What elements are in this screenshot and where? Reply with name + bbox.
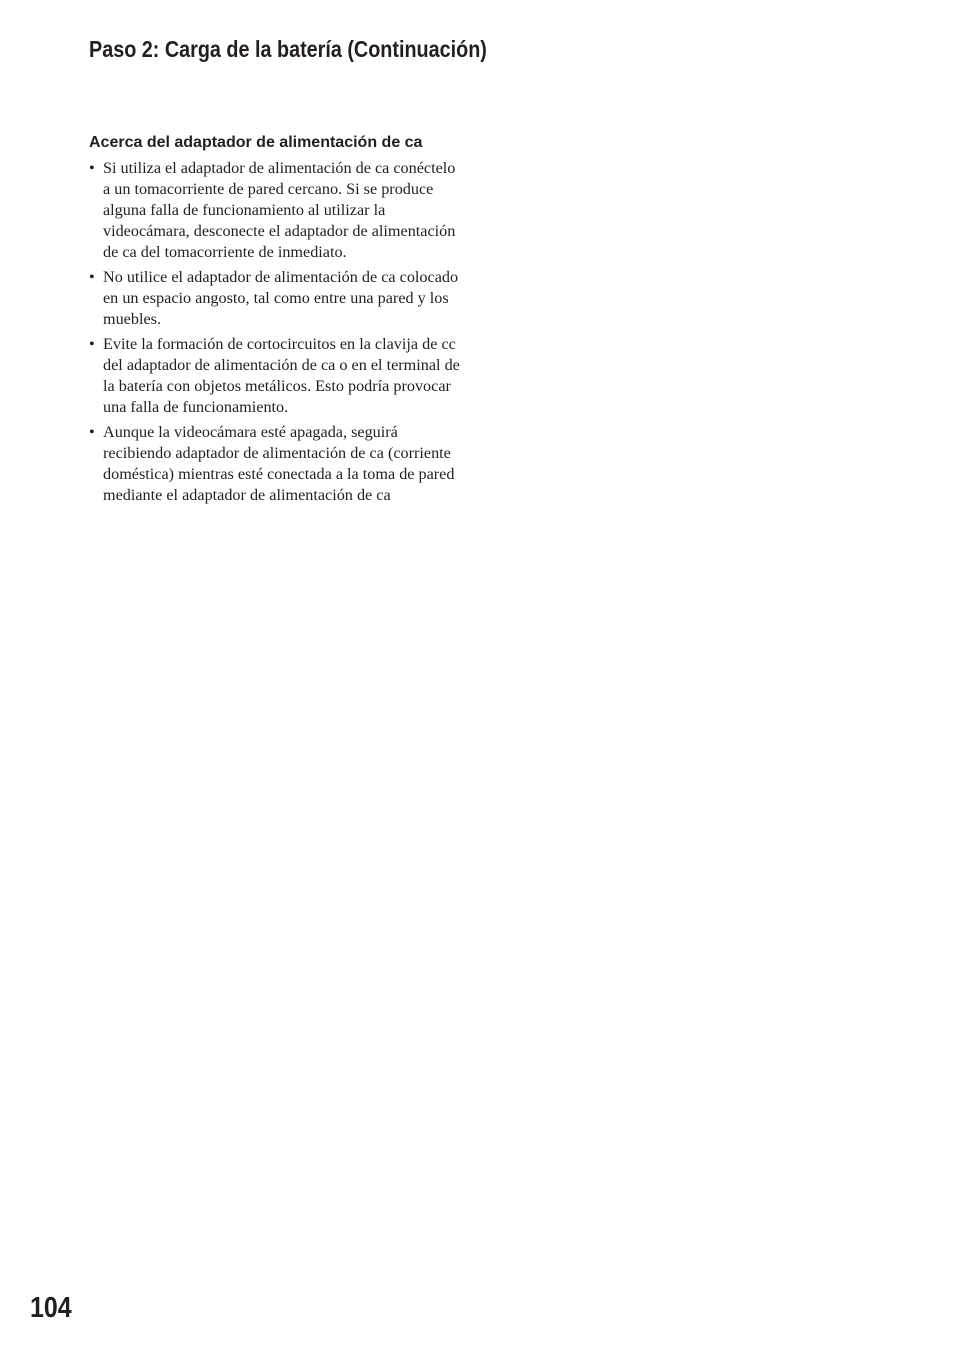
list-item	[89, 267, 463, 330]
bullet-icon: •	[89, 335, 95, 353]
list-item-text: Evite la formación de cortocircuitos en la clavija de cc del adaptador de alimentación de ca o en el terminal de la batería con objetos metálicos. Esto podría provocar una falla de funcionamiento.	[103, 335, 460, 416]
list-item	[89, 158, 463, 263]
adapter-notes-section	[89, 133, 461, 510]
section-heading: Acerca del adaptador de alimentación de ca	[89, 134, 423, 151]
bullet-list	[89, 158, 461, 506]
page-title: Paso 2: Carga de la batería (Continuación)	[89, 36, 487, 62]
list-item	[89, 422, 463, 506]
bullet-icon: •	[89, 159, 95, 177]
list-item-text: Si utiliza el adaptador de alimentación de ca conéctelo a un tomacorriente de pared cercano. Si se produce alguna falla de funcionamiento al utilizar la videocámara, desconecte el adaptador de alimentación de ca del tomacorriente de inmediato.	[103, 159, 456, 261]
list-item-text: No utilice el adaptador de alimentación de ca colocado en un espacio angosto, tal como entre una pared y los muebles.	[103, 268, 459, 328]
list-item	[89, 334, 463, 418]
list-item-text: Aunque la videocámara esté apagada, seguirá recibiendo adaptador de alimentación de ca (corriente doméstica) mientras esté conectada a la toma de pared mediante el adaptador de alimentación de ca	[103, 423, 455, 504]
bullet-icon: •	[89, 423, 95, 441]
bullet-icon: •	[89, 268, 95, 286]
page-number: 104	[30, 1292, 72, 1324]
